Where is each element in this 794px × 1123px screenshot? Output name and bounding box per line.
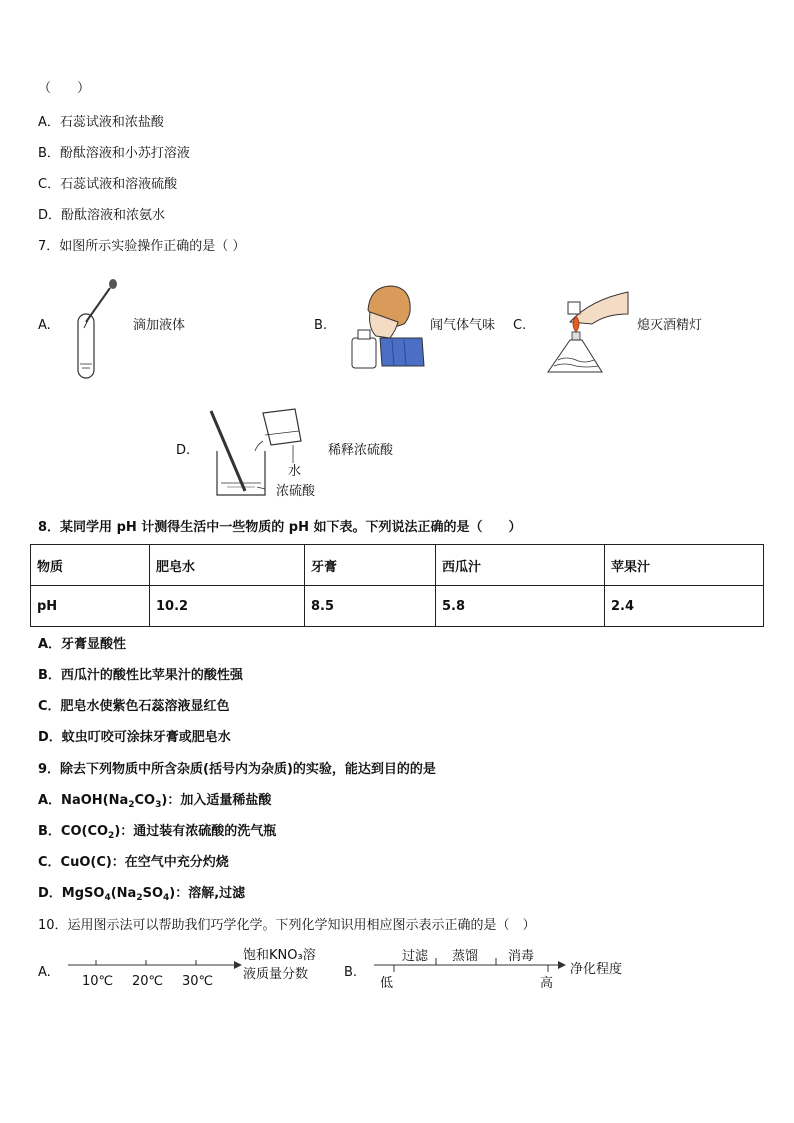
q10-b-low: 低 <box>380 976 394 991</box>
q7-option-a-letter: A. <box>38 318 51 333</box>
q6-option-c: C．石蕊试液和溶液硫酸 <box>38 177 178 192</box>
q10-b-high: 高 <box>540 976 554 991</box>
table-cell: 苹果汁 <box>605 545 764 586</box>
q7-option-c-caption: 熄灭酒精灯 <box>637 318 703 333</box>
q10-stem: 10．运用图示法可以帮助我们巧学化学。下列化学知识用相应图示表示正确的是（ ） <box>38 918 536 933</box>
q10-option-b-letter: B. <box>344 965 358 980</box>
q9-stem: 9．除去下列物质中所含杂质(括号内为杂质)的实验，能达到目的的是 <box>38 762 436 777</box>
table-cell: 牙膏 <box>305 545 436 586</box>
q10-a-tick-30: 30℃ <box>182 974 214 989</box>
table-row <box>31 586 764 627</box>
q9-option-d: D．$MgSO_4(Na_2SO_4)$：溶解,过滤 <box>38 886 246 903</box>
q9-option-b: B．$CO(CO_2)$：通过装有浓硫酸的洗气瓶 <box>38 824 277 841</box>
smelling-gas-illustration <box>346 280 426 372</box>
q7-option-a-caption: 滴加液体 <box>133 318 186 333</box>
q8-option-c: C．肥皂水使紫色石蕊溶液显红色 <box>38 699 230 714</box>
q8-option-a: A．牙膏显酸性 <box>38 637 127 652</box>
q6-option-a: A．石蕊试液和浓盐酸 <box>38 115 164 130</box>
q10-a-label-line2: 液质量分数 <box>243 967 309 982</box>
q10-a-label-line1: 饱和KNO₃溶 <box>243 948 316 963</box>
table-cell: 肥皂水 <box>150 545 305 586</box>
q6-paren: （ ） <box>38 81 91 96</box>
q10-b-label: 净化程度 <box>570 962 623 977</box>
q9-option-a: A．$NaOH(Na_2CO_3)$：加入适量稀盐酸 <box>38 793 272 810</box>
q7-stem: 7．如图所示实验操作正确的是（ ） <box>38 239 246 254</box>
q10-b-item-filter: 过滤 <box>402 949 429 964</box>
table-cell: 物质 <box>31 545 150 586</box>
q9-option-c: C．CuO(C)：在空气中充分灼烧 <box>38 855 229 870</box>
table-cell: 10.2 <box>150 586 305 627</box>
table-cell: pH <box>31 586 150 627</box>
q7-option-d-water-label: 水 <box>288 464 302 479</box>
q10-b-item-distill: 蒸馏 <box>452 949 479 964</box>
q7-option-b-caption: 闻气体气味 <box>430 318 496 333</box>
q7-option-d-caption: 稀释浓硫酸 <box>328 443 394 458</box>
q8-option-b: B．西瓜汁的酸性比苹果汁的酸性强 <box>38 668 243 683</box>
q7-option-c-letter: C. <box>513 318 527 333</box>
q7-option-d-acid-label: 浓硫酸 <box>276 484 316 499</box>
q10-a-tick-10: 10℃ <box>82 974 114 989</box>
table-cell: 8.5 <box>305 586 436 627</box>
table-cell: 5.8 <box>436 586 605 627</box>
q6-option-d: D．酚酞溶液和浓氨水 <box>38 208 166 223</box>
q7-option-d-letter: D. <box>176 443 191 458</box>
q10-option-a-letter: A. <box>38 965 51 980</box>
q10-b-item-disinfect: 消毒 <box>508 949 535 964</box>
q8-option-d: D．蚊虫叮咬可涂抹牙膏或肥皂水 <box>38 730 231 745</box>
ph-table <box>30 544 764 627</box>
table-row <box>31 545 764 586</box>
table-cell: 2.4 <box>605 586 764 627</box>
q8-stem: 8．某同学用 pH 计测得生活中一些物质的 pH 如下表。下列说法正确的是（ ） <box>38 520 522 535</box>
alcohol-lamp-illustration <box>540 280 632 380</box>
q7-option-b-letter: B. <box>314 318 328 333</box>
table-cell: 西瓜汁 <box>436 545 605 586</box>
q10-a-tick-20: 20℃ <box>132 974 164 989</box>
q6-option-b: B．酚酞溶液和小苏打溶液 <box>38 146 190 161</box>
dropper-test-tube-illustration <box>68 276 128 384</box>
